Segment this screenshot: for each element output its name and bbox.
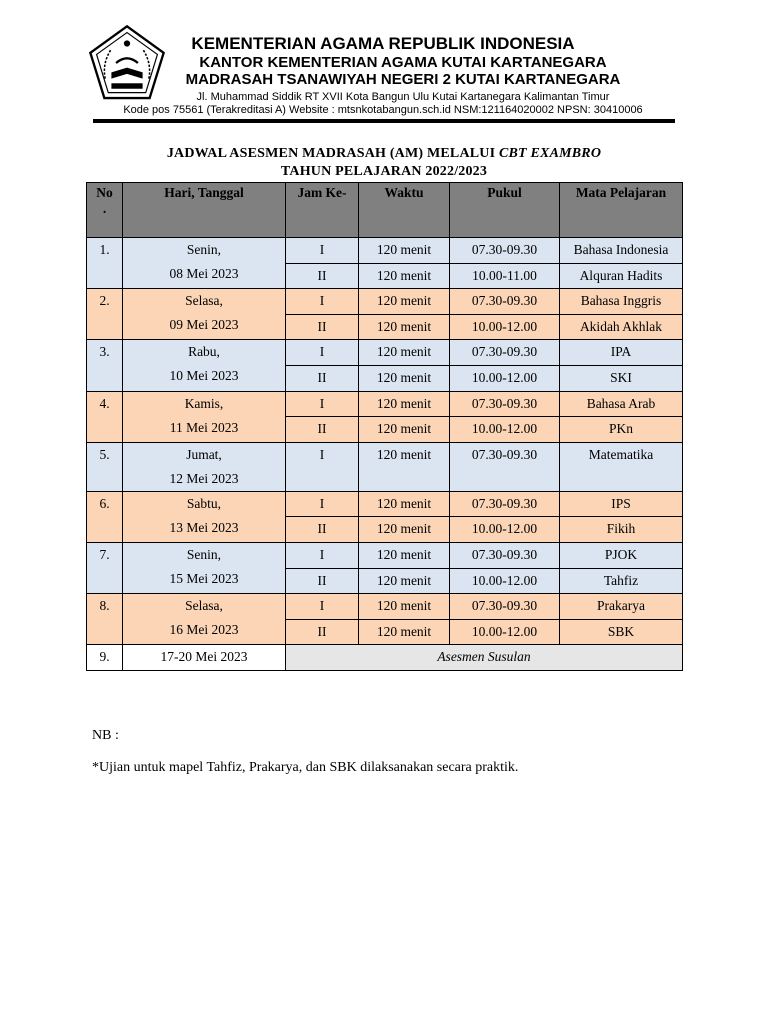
row-hari-tanggal — [123, 238, 286, 289]
row-number: 7. — [87, 542, 123, 593]
row-waktu: 120 menit — [359, 263, 450, 289]
row-pukul: 07.30-09.30 — [450, 391, 560, 417]
date-text: 13 Mei 2023 — [169, 519, 239, 535]
row-waktu: 120 menit — [359, 289, 450, 315]
row-jam: II — [286, 263, 359, 289]
school-contact: Kode pos 75561 (Terakreditasi A) Website : mtsnkotabangun.sch.id NSM:121164020002 NPSN: 30410006 — [123, 104, 643, 116]
nb-label: NB : — [92, 728, 119, 743]
row-jam: II — [286, 619, 359, 645]
date-text: 15 Mei 2023 — [169, 570, 239, 586]
row-jam: I — [286, 340, 359, 366]
schedule-body — [87, 238, 683, 671]
row-jam: I — [286, 238, 359, 264]
row-jam: I — [286, 289, 359, 315]
row-hari-tanggal — [123, 442, 286, 491]
row-waktu: 120 menit — [359, 340, 450, 366]
row-jam: I — [286, 594, 359, 620]
table-row — [87, 391, 683, 417]
day-name: Kamis, — [184, 395, 224, 411]
table-row — [87, 542, 683, 568]
row-pukul: 07.30-09.30 — [450, 542, 560, 568]
day-name: Senin, — [186, 546, 222, 562]
row-waktu: 120 menit — [359, 517, 450, 543]
asesmen-susulan: Asesmen Susulan — [286, 645, 683, 671]
row-number: 1. — [87, 238, 123, 289]
school-address: Jl. Muhammad Siddik RT XVII Kota Bangun Ulu Kutai Kartanegara Kalimantan Timur — [196, 91, 610, 103]
row-number: 4. — [87, 391, 123, 442]
row-hari-tanggal — [123, 542, 286, 593]
row-mapel: SBK — [560, 619, 683, 645]
table-row — [87, 340, 683, 366]
date-text: 09 Mei 2023 — [169, 317, 239, 333]
row-jam: II — [286, 517, 359, 543]
row-number: 2. — [87, 289, 123, 340]
header-jam: Jam Ke- — [286, 183, 359, 238]
row-hari-tanggal — [123, 594, 286, 645]
document-title — [86, 146, 682, 162]
row-pukul: 07.30-09.30 — [450, 594, 560, 620]
row-mapel: PKn — [560, 417, 683, 443]
table-row — [87, 289, 683, 315]
row-pukul: 07.30-09.30 — [450, 238, 560, 264]
row-mapel: Bahasa Inggris — [560, 289, 683, 315]
row-waktu: 120 menit — [359, 314, 450, 340]
row-jam: I — [286, 491, 359, 517]
row-pukul: 10.00-12.00 — [450, 619, 560, 645]
row-jam: I — [286, 442, 359, 491]
date-text: 08 Mei 2023 — [169, 266, 239, 281]
row-number: 3. — [87, 340, 123, 391]
row-mapel: Tahfiz — [560, 568, 683, 594]
row-mapel: SKI — [560, 365, 683, 391]
row-mapel: Alquran Hadits — [560, 263, 683, 289]
schedule-table — [86, 182, 683, 671]
row-pukul: 07.30-09.30 — [450, 289, 560, 315]
row-number: 9. — [87, 645, 123, 671]
header-hari-tanggal: Hari, Tanggal — [123, 183, 286, 238]
row-waktu: 120 menit — [359, 491, 450, 517]
practice-note: *Ujian untuk mapel Tahfiz, Prakarya, dan SBK dilaksanakan secara praktik. — [92, 760, 519, 775]
row-waktu: 120 menit — [359, 391, 450, 417]
header-waktu: Waktu — [359, 183, 450, 238]
table-header-row — [87, 183, 683, 238]
row-mapel: Fikih — [560, 517, 683, 543]
row-mapel: IPS — [560, 491, 683, 517]
row-waktu: 120 menit — [359, 542, 450, 568]
row-pukul: 10.00-12.00 — [450, 314, 560, 340]
row-hari-tanggal — [123, 391, 286, 442]
date-text: 16 Mei 2023 — [169, 622, 239, 638]
day-name: Sabtu, — [186, 495, 222, 511]
row-mapel: Bahasa Arab — [560, 391, 683, 417]
row-jam: II — [286, 568, 359, 594]
row-jam: II — [286, 417, 359, 443]
row-pukul: 10.00-12.00 — [450, 365, 560, 391]
row-hari-tanggal — [123, 491, 286, 542]
row-waktu: 120 menit — [359, 238, 450, 264]
row-pukul: 10.00-11.00 — [450, 263, 560, 289]
row-hari-tanggal — [123, 340, 286, 391]
row-hari-tanggal — [123, 289, 286, 340]
title-text: JADWAL ASESMEN MADRASAH (AM) MELALUI — [166, 146, 499, 161]
day-name: Selasa, — [185, 293, 223, 309]
header-mata-pelajaran: Mata Pelajaran — [560, 183, 683, 238]
ministry-name: KEMENTERIAN AGAMA REPUBLIK INDONESIA — [191, 34, 575, 53]
academic-year: TAHUN PELAJARAN 2022/2023 — [280, 164, 488, 179]
day-name: Senin, — [186, 242, 222, 257]
row-pukul: 07.30-09.30 — [450, 340, 560, 366]
row-jam: II — [286, 314, 359, 340]
row-mapel: Bahasa Indonesia — [560, 238, 683, 264]
row-waktu: 120 menit — [359, 568, 450, 594]
row-waktu: 120 menit — [359, 619, 450, 645]
school-name: MADRASAH TSANAWIYAH NEGERI 2 KUTAI KARTANEGARA — [185, 71, 621, 88]
row-waktu: 120 menit — [359, 417, 450, 443]
row-mapel: Prakarya — [560, 594, 683, 620]
header-no: No . — [87, 183, 123, 238]
row-pukul: 10.00-12.00 — [450, 417, 560, 443]
row-waktu: 120 menit — [359, 594, 450, 620]
table-row — [87, 238, 683, 264]
office-name: KANTOR KEMENTERIAN AGAMA KUTAI KARTANEGARA — [199, 54, 607, 71]
header-pukul: Pukul — [450, 183, 560, 238]
row-mapel: Matematika — [560, 442, 683, 491]
row-number: 8. — [87, 594, 123, 645]
row-mapel: IPA — [560, 340, 683, 366]
row-mapel: PJOK — [560, 542, 683, 568]
row-pukul: 10.00-12.00 — [450, 568, 560, 594]
day-name: Selasa, — [185, 598, 223, 614]
table-row — [87, 491, 683, 517]
title-italic-text: CBT EXAMBRO — [498, 146, 602, 161]
row-mapel: Akidah Akhlak — [560, 314, 683, 340]
row-hari-tanggal: 17-20 Mei 2023 — [123, 645, 286, 671]
letterhead-divider — [93, 119, 675, 123]
day-name: Jumat, — [186, 446, 222, 462]
date-text: 10 Mei 2023 — [169, 368, 239, 384]
row-waktu: 120 menit — [359, 365, 450, 391]
date-text: 12 Mei 2023 — [169, 470, 239, 486]
day-name: Rabu, — [188, 344, 220, 360]
row-pukul: 10.00-12.00 — [450, 517, 560, 543]
row-number: 5. — [87, 442, 123, 491]
row-pukul: 07.30-09.30 — [450, 442, 560, 491]
row-pukul: 07.30-09.30 — [450, 491, 560, 517]
row-waktu: 120 menit — [359, 442, 450, 491]
table-row — [87, 594, 683, 620]
row-jam: I — [286, 542, 359, 568]
row-jam: I — [286, 391, 359, 417]
date-text: 11 Mei 2023 — [169, 419, 239, 435]
row-number: 6. — [87, 491, 123, 542]
row-jam: II — [286, 365, 359, 391]
